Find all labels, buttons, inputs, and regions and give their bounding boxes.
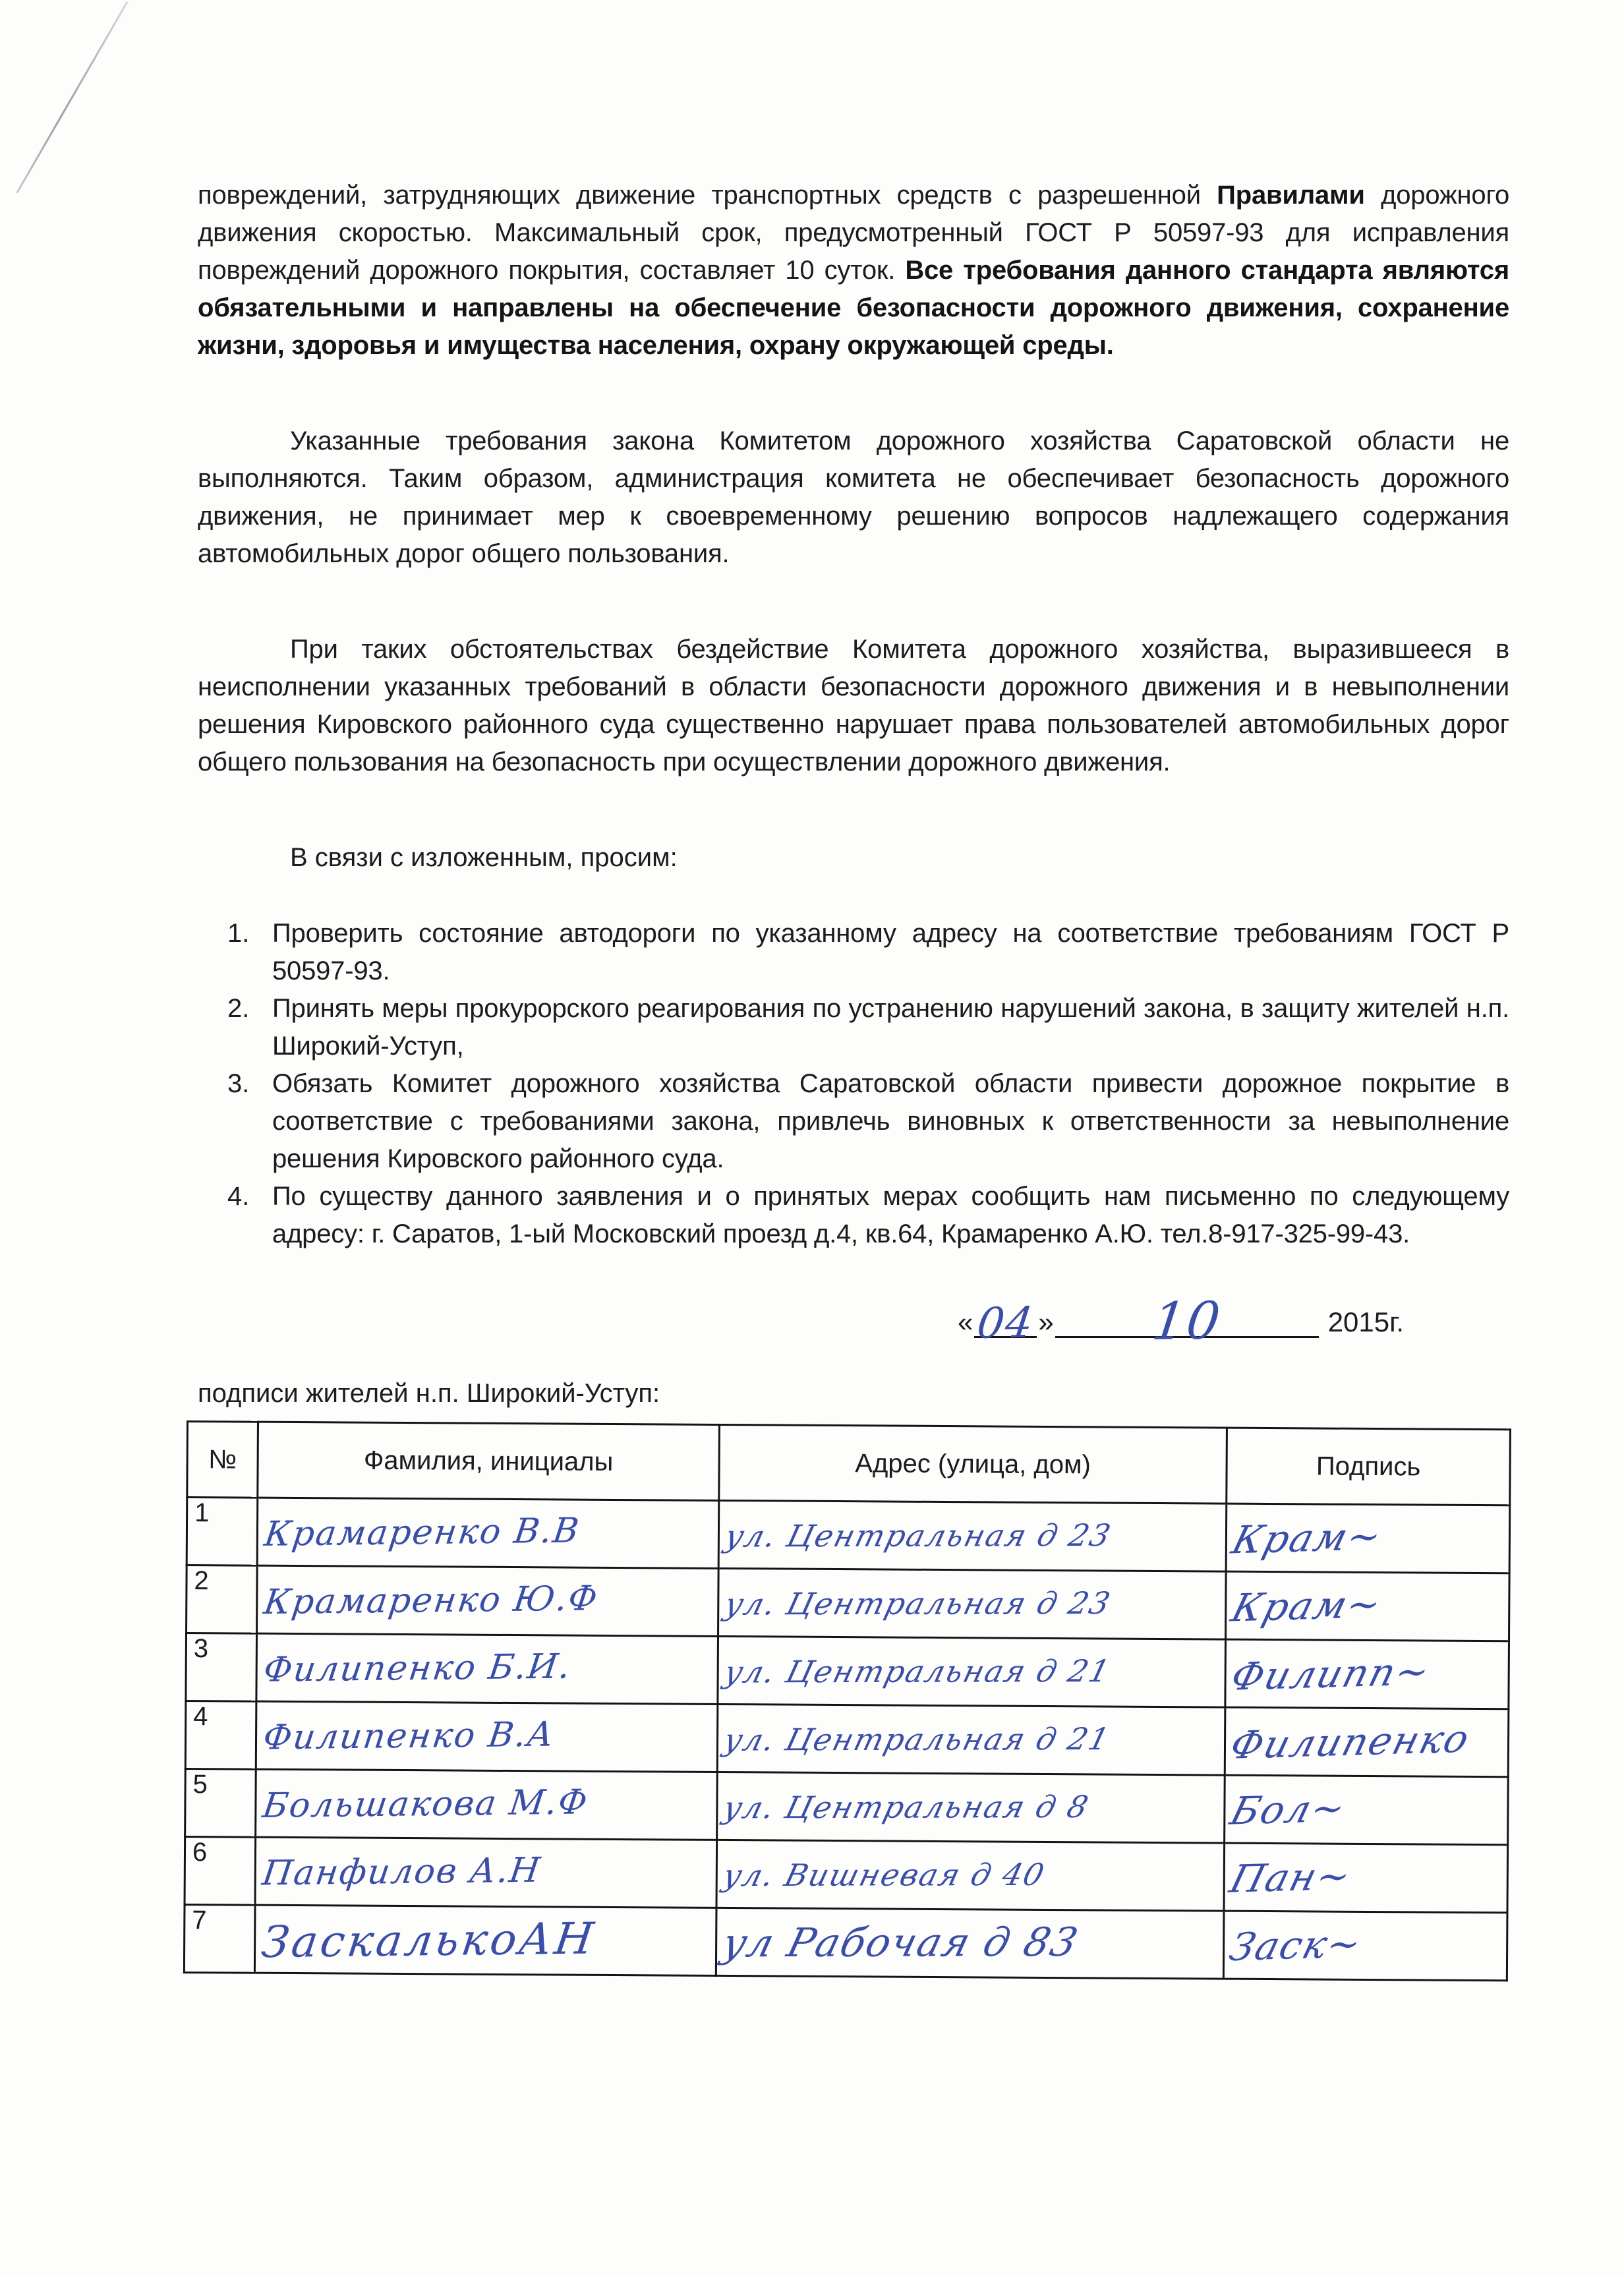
- handwritten-day: 04: [974, 1299, 1037, 1349]
- signatures-table: [183, 1420, 1511, 1981]
- request-text: По существу данного заявления и о принятых мерах сообщить нам письменно по следующему адресу: г. Саратов, 1-ый Московский проезд д.4, кв.64, Крамаренко А.Ю. тел.8-917-325-99-43.: [272, 1182, 1509, 1248]
- resident-signature: [1225, 1775, 1509, 1845]
- request-number: 3.: [227, 1069, 250, 1098]
- table-row: [185, 1836, 1508, 1912]
- handwritten-name: Филипенко Б.И.: [261, 1647, 574, 1690]
- request-item-1: [227, 915, 1509, 990]
- table-row: [184, 1904, 1507, 1980]
- bold-segment-pravilami: Правилами: [1217, 181, 1365, 210]
- header-number: №: [187, 1422, 258, 1498]
- paragraph-1-text: повреждений, затрудняющих движение транспортных средств с разрешенной: [198, 181, 1217, 210]
- request-item-3: [227, 1065, 1509, 1178]
- table-row: [187, 1498, 1510, 1573]
- request-list: [198, 915, 1509, 1253]
- request-text: Обязать Комитет дорожного хозяйства Саратовской области привести дорожное покрытие в соответствие с требованиями закона, привлечь виновных к ответственности за невыполнение решения Кировского районного суда.: [272, 1069, 1509, 1173]
- resident-signature: [1223, 1911, 1507, 1981]
- resident-address: [716, 1840, 1225, 1911]
- resident-name: [254, 1905, 716, 1975]
- resident-signature: [1225, 1707, 1509, 1777]
- request-number: 4.: [227, 1182, 250, 1211]
- table-row: [185, 1701, 1509, 1777]
- handwritten-address: ул. Центральная д 23: [721, 1585, 1115, 1622]
- row-number: 2: [187, 1565, 258, 1634]
- handwritten-address: ул. Центральная д 8: [720, 1789, 1093, 1826]
- request-number: 2.: [227, 994, 250, 1023]
- row-number: 1: [187, 1498, 258, 1566]
- resident-address: [718, 1636, 1226, 1707]
- row-number: 5: [185, 1768, 256, 1837]
- request-text: Принять меры прокурорского реагирования по устранению нарушений закона, в защиту жителей н.п. Широкий-Уступ,: [272, 994, 1509, 1061]
- resident-address: [717, 1704, 1225, 1775]
- handwritten-address: ул. Центральная д 21: [720, 1721, 1115, 1758]
- handwritten-month: 10: [1149, 1291, 1225, 1352]
- row-number: 6: [185, 1836, 256, 1905]
- table-row: [185, 1768, 1509, 1844]
- resident-address: [716, 1908, 1224, 1979]
- header-signature: Подпись: [1227, 1428, 1511, 1505]
- handwritten-signature: Бол~: [1225, 1785, 1352, 1834]
- handwritten-name: Большакова М.Ф: [260, 1782, 591, 1826]
- resident-signature: [1226, 1504, 1510, 1573]
- table-header-row: [187, 1422, 1511, 1505]
- resident-signature: [1226, 1571, 1510, 1641]
- date-year: 2015г.: [1327, 1306, 1404, 1337]
- handwritten-address: ул. Центральная д 21: [720, 1653, 1115, 1690]
- date-month-slot: [1055, 1291, 1319, 1352]
- handwritten-signature: Крам~: [1227, 1581, 1387, 1631]
- row-number: 7: [184, 1904, 255, 1973]
- handwritten-name: Филипенко В.А: [260, 1714, 558, 1758]
- handwritten-signature: Пан~: [1225, 1853, 1357, 1902]
- date-day-slot: [974, 1299, 1037, 1349]
- header-address: Адрес (улица, дом): [719, 1424, 1227, 1504]
- request-item-4: [227, 1178, 1509, 1253]
- paragraph-1: [198, 177, 1509, 365]
- close-quote: »: [1038, 1306, 1054, 1337]
- header-name: Фамилия, инициалы: [258, 1422, 720, 1500]
- resident-name: [256, 1701, 718, 1772]
- resident-address: [718, 1568, 1227, 1639]
- document-body: [192, 177, 1509, 1973]
- table-row: [186, 1633, 1509, 1709]
- request-number: 1.: [227, 919, 250, 948]
- handwritten-signature: Крам~: [1227, 1513, 1388, 1563]
- handwritten-address: ул Рабочая д 83: [717, 1919, 1084, 1967]
- row-number: 3: [186, 1633, 257, 1702]
- handwritten-signature: Филипп~: [1226, 1649, 1436, 1699]
- request-item-2: [227, 990, 1509, 1065]
- handwritten-name: Панфилов А.Н: [260, 1850, 544, 1894]
- table-row: [187, 1565, 1510, 1641]
- resident-name: [257, 1498, 719, 1568]
- resident-name: [255, 1837, 717, 1908]
- row-number: 4: [185, 1701, 256, 1770]
- paragraph-3: При таких обстоятельствах бездействие Комитета дорожного хозяйства, выразившееся в неисполнении указанных требований в области безопасности дорожного движения и в невыполнении решения Кировского районного суда существенно нарушает права пользователей автомобильных дорог общего пользования на безопасность при осуществлении дорожного движения.: [198, 635, 1509, 776]
- paragraph-2: Указанные требования закона Комитетом дорожного хозяйства Саратовской области не выполняются. Таким образом, администрация комитета не обеспечивает безопасность дорожного движения, не принимает мер к своевременному решению вопросов надлежащего содержания автомобильных дорог общего пользования.: [198, 426, 1509, 568]
- open-quote: «: [957, 1306, 973, 1337]
- resident-address: [717, 1772, 1225, 1843]
- handwritten-address: ул. Вишневая д 40: [719, 1856, 1049, 1894]
- handwritten-name: Крамаренко В.В: [262, 1511, 583, 1554]
- resident-name: [256, 1769, 718, 1840]
- resident-signature: [1224, 1843, 1508, 1913]
- request-intro: В связи с изложенным, просим:: [290, 843, 678, 872]
- request-text: Проверить состояние автодороги по указанному адресу на соответствие требованиям ГОСТ Р 50597-93.: [272, 919, 1509, 985]
- signatures-caption: подписи жителей н.п. Широкий-Уступ:: [198, 1379, 660, 1408]
- handwritten-signature: Заск~: [1225, 1921, 1368, 1970]
- paragraph-1-text-cont: дорожного движения скоростью. Максимальный срок, предусмотренный ГОСТ Р 50597-93 для исправления повреждений дорожного покрытия, составляет 10 суток.: [198, 181, 1509, 285]
- bold-segment-requirements: Все требования данного стандарта являются обязательными и направлены на обеспечение безопасности дорожного движения, сохранение жизни, здоровья и имущества населения, охрану окружающей среды.: [198, 256, 1509, 360]
- resident-name: [257, 1565, 719, 1636]
- handwritten-name: ЗаскалькоАН: [258, 1912, 599, 1968]
- handwritten-name: Крамаренко Ю.Ф: [261, 1579, 601, 1623]
- scan-fold-artifact: [16, 1, 128, 194]
- resident-address: [718, 1500, 1227, 1571]
- handwritten-address: ул. Центральная д 23: [721, 1517, 1116, 1554]
- date-line: [198, 1291, 1404, 1352]
- resident-name: [256, 1633, 718, 1704]
- handwritten-signature: Филипенко: [1225, 1716, 1475, 1768]
- resident-signature: [1225, 1639, 1509, 1709]
